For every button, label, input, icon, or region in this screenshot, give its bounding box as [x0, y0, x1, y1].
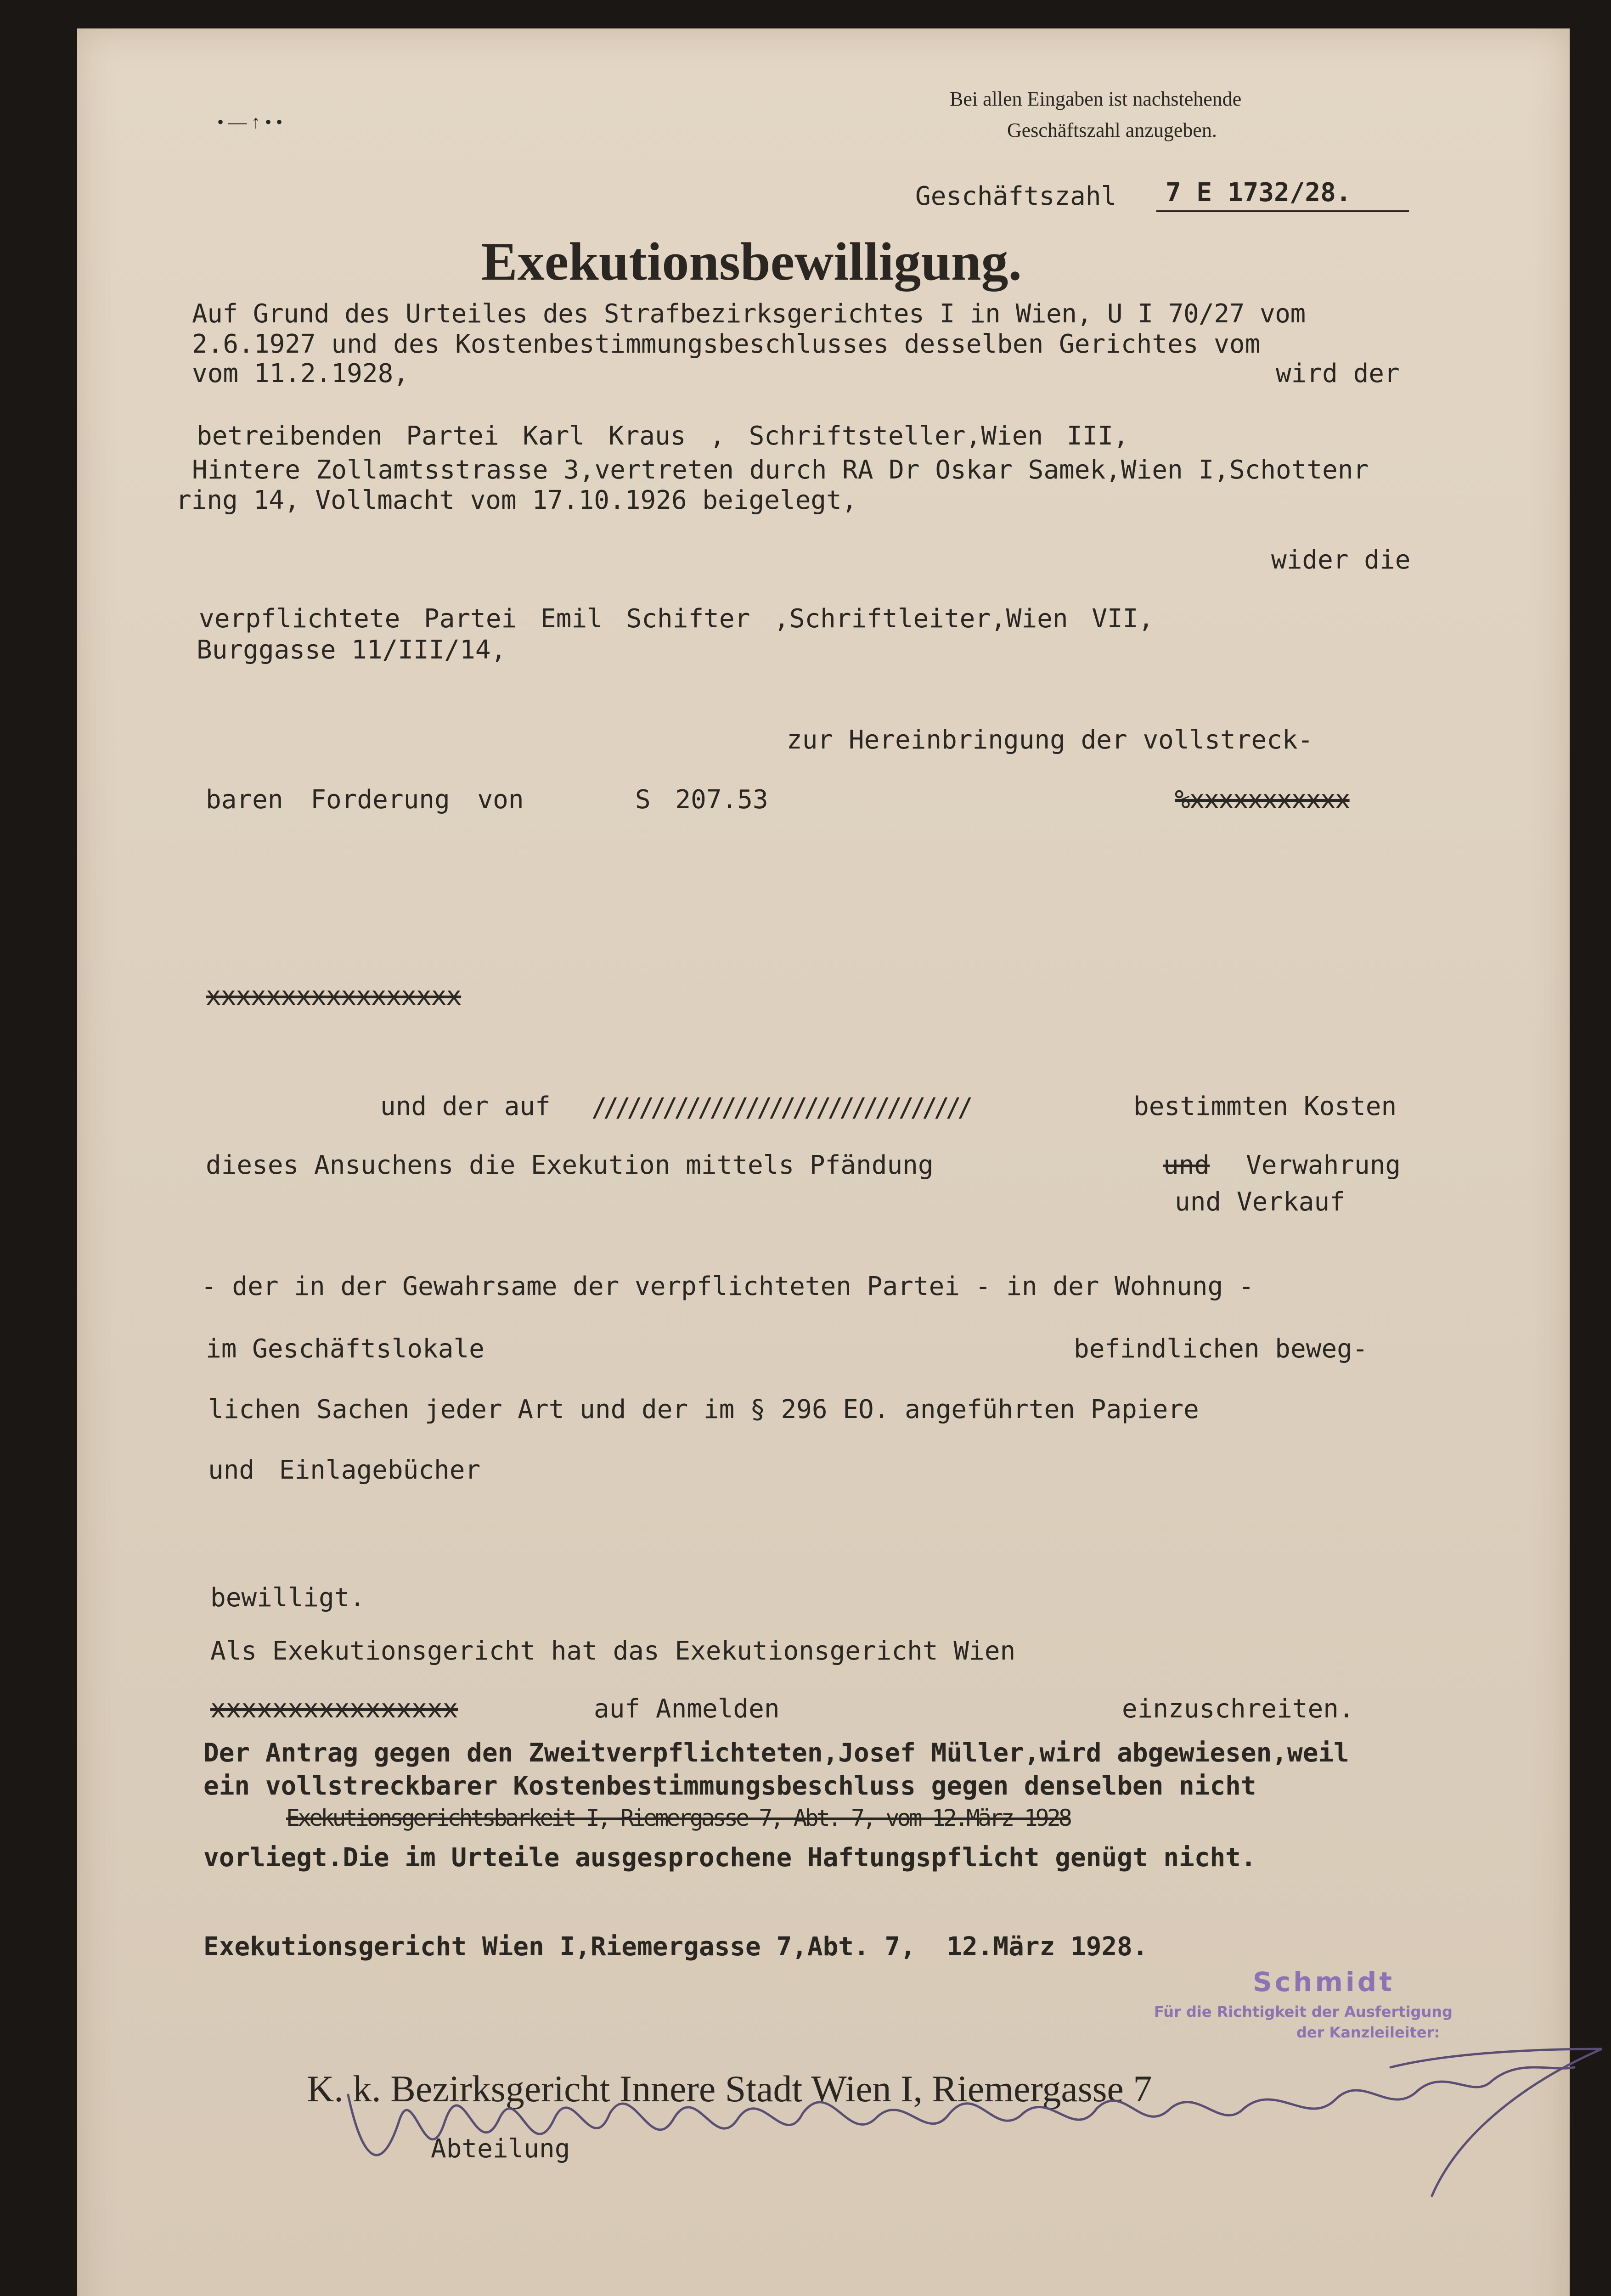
stamp-line-1: Für die Richtigkeit der Ausfertigung — [1154, 2003, 1453, 2020]
body-line-22-a: auf Anmelden — [594, 1694, 780, 1724]
handwritten-signature — [334, 2040, 1611, 2233]
stamp-line-2: der Kanzleileiter: — [1296, 2024, 1440, 2041]
body-line-4: betreibenden Partei Karl Kraus , Schriftsteller,Wien III, — [197, 421, 1129, 451]
header-marks: • — ↑ • • — [217, 112, 283, 132]
struck-text-3: xxxxxxxxxxxxxxxx — [210, 1694, 458, 1724]
body-line-3-right: wird der — [1276, 359, 1400, 388]
case-number-underline — [1156, 210, 1409, 212]
document-title: Exekutionsbewilligung. — [481, 231, 1022, 292]
body-line-7-right: wider die — [1271, 545, 1411, 575]
struck-und: und — [1163, 1150, 1210, 1180]
body-line-8: verpflichtete Partei Emil Schifter ,Schriftleiter,Wien VII, — [199, 604, 1154, 634]
body-line-11: baren Forderung von — [206, 785, 524, 815]
body-line-19: und Einlagebücher — [208, 1455, 481, 1485]
struck-text-1: %xxxxxxxxxxx — [1175, 785, 1350, 815]
case-number: 7 E 1732/28. — [1166, 178, 1352, 208]
body-line-16: - der in der Gewahrsame der verpflichteten Partei - in der Wohnung - — [201, 1272, 1254, 1301]
struck-text-2: xxxxxxxxxxxxxxxxx — [206, 981, 462, 1011]
slash-fill: //////////////////////////////// — [591, 1093, 969, 1123]
body-line-26: vorliegt.Die im Urteile ausgesprochene Haftungspflicht genügt nicht. — [203, 1843, 1256, 1873]
body-line-9: Burggasse 11/III/14, — [197, 635, 507, 665]
body-line-17-a: im Geschäftslokale — [206, 1334, 484, 1364]
body-line-13-a: und der auf — [380, 1092, 551, 1121]
body-line-27: Exekutionsgericht Wien I,Riemergasse 7,Abt. 7, 12.März 1928. — [203, 1932, 1148, 1962]
body-line-15: und Verkauf — [1175, 1187, 1345, 1217]
court-department: Abteilung — [431, 2134, 570, 2164]
body-line-21: Als Exekutionsgericht hat das Exekutionsgericht Wien — [210, 1636, 1016, 1666]
body-line-14-b: Verwahrung — [1246, 1150, 1401, 1180]
body-line-24: ein vollstreckbarer Kostenbestimmungsbeschluss gegen denselben nicht — [203, 1771, 1256, 1801]
body-line-18: lichen Sachen jeder Art und der im § 296 EO. angeführten Papiere — [208, 1395, 1199, 1424]
body-line-1: Auf Grund des Urteiles des Strafbezirksgerichtes I in Wien, U I 70/27 vom — [192, 299, 1306, 329]
body-line-5: Hintere Zollamtsstrasse 3,vertreten durch RA Dr Oskar Samek,Wien I,Schottenr — [192, 455, 1369, 485]
header-notice-line2: Geschäftszahl anzugeben. — [1007, 119, 1217, 141]
document-page — [77, 28, 1570, 2296]
claim-amount: S 207.53 — [635, 785, 768, 815]
case-label: Geschäftszahl — [915, 181, 1117, 211]
court-name: K. k. Bezirksgericht Innere Stadt Wien I, Riemergasse 7 — [307, 2068, 1152, 2110]
body-line-14: dieses Ansuchens die Exekution mittels Pfändung — [206, 1150, 934, 1180]
body-line-10-right: zur Hereinbringung der vollstreck- — [787, 725, 1313, 755]
header-notice-line1: Bei allen Eingaben ist nachstehende — [950, 88, 1242, 110]
body-line-2: 2.6.1927 und des Kostenbestimmungsbeschlusses desselben Gerichtes vom — [192, 329, 1261, 359]
stamp-name: Schmidt — [1253, 1966, 1395, 1998]
body-line-23: Der Antrag gegen den Zweitverpflichteten,Josef Müller,wird abgewiesen,weil — [203, 1738, 1349, 1768]
body-line-13-b: bestimmten Kosten — [1133, 1092, 1397, 1121]
struck-text-4: Exekutionsgerichtsbarkeit I, Riemergasse 7, Abt. 7, vom 12.März 1928 — [286, 1805, 1070, 1831]
body-line-22-b: einzuschreiten. — [1122, 1694, 1354, 1724]
body-line-20: bewilligt. — [210, 1583, 366, 1613]
body-line-6: ring 14, Vollmacht vom 17.10.1926 beigelegt, — [176, 485, 857, 515]
body-line-17-b: befindlichen beweg- — [1074, 1334, 1368, 1364]
body-line-3: vom 11.2.1928, — [192, 359, 409, 388]
